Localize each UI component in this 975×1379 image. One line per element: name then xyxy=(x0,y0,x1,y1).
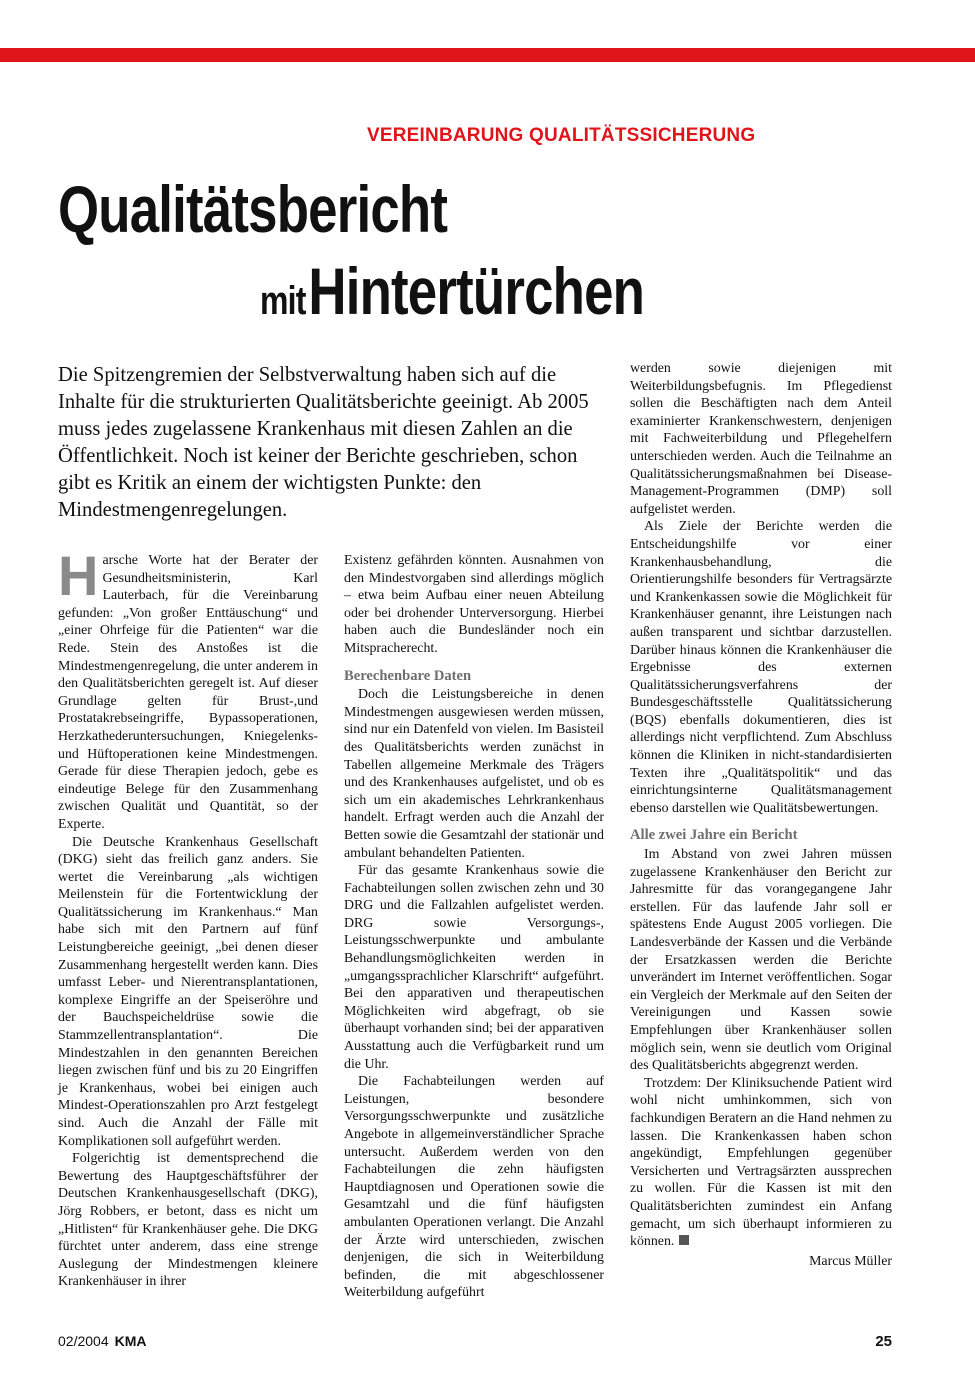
end-square-icon xyxy=(679,1235,689,1245)
article-column-1 xyxy=(58,544,318,1291)
page-number: 25 xyxy=(875,1333,892,1350)
footer-issue xyxy=(58,1333,147,1349)
paragraph: Als Ziele der Berichte werden die Entscheidungshilfe vor einer Krankenhausbehandlung, die Orientierungshilfe besonders für Vertragsärzte und Krankenkassen sowie die Möglichkeit für Krankenhäuser genannt, ihre Leistungen nach außen transparent und sichtbar darzustellen. Darüber hinaus können die Krankenhäuser die Ergebnisse des externen Qualitätssicherungsverfahrens der Bundesgeschäftsstelle Qualitätssicherung (BQS) ebenfalls dokumentieren, dies ist allerdings nicht verpflichtend. Zum Abschluss können die Kliniken in nicht-standardisierten Texten ihre „Qualitätspolitik“ und das einrichtungsinterne Qualitätsmanagement ebenso darstellen wie Qualitätsbewertungen. xyxy=(630,519,892,816)
headline-line-2 xyxy=(260,254,645,328)
author-byline: Marcus Müller xyxy=(809,1253,892,1269)
paragraph-text: arsche Worte hat der Berater der Gesundheitsministerin, Karl Lauterbach, für die Vereinbarung gefunden: „Von großer Enttäuschung“ und „einer Ohrfeige für die Patienten“ war die Rede. Stein des Anstoßes ist die Mindestmengenregelung, die unter anderem in den Qualitätsberichten geregelt ist. Auf dieser Grundlage gelten für Brust-,und Prostatakrebseingriffe, Bypassoperationen, Herzkathederuntersuchungen, Kniegelenks- und Hüftoperationen keine Mindestmengen. Gerade für diese Therapien jedoch, gebe es eindeutige Belege für den Zusammenhang zwischen Qualität und Quantität, so der Experte. xyxy=(58,553,318,832)
lead-paragraph: Die Spitzengremien der Selbstverwaltung haben sich auf die Inhalte für die strukturierten Qualitätsberichte geeinigt. Ab 2005 muss jedes zugelassene Krankenhaus mit diesen Zahlen an die Öffentlichkeit. Noch ist keiner der Berichte geschrieben, schon gibt es Kritik an einem der wichtigsten Punkte: den Mindestmengenregelungen. xyxy=(58,364,589,521)
paragraph: Die Deutsche Krankenhaus Gesellschaft (DKG) sieht das freilich ganz anders. Sie wertet die Vereinbarung „als wichtigen Meilenstein für die Fortentwicklung der Qualitätssicherung im Krankenhaus.“ Man habe sich mit den Partnern auf fünf Leistungbereiche geeinigt, „bei denen dieser Zusammenhang hergestellt werden kann. Dies umfasst Leber- und Nierentransplantationen, komplexe Eingriffe an der Speiseröhre und der Bauchspeicheldrüse sowie die Stammzellentransplantation“. Die Mindestzahlen in den genannten Bereichen liegen zwischen fünf und bis zu 20 Eingriffen je Krankenhaus, wobei bei einigen auch Mindest-Operationszahlen pro Arzt festgelegt sind. Auch die Anzahl der Fälle mit Komplikationen soll aufgeführt werden. xyxy=(58,834,318,1149)
headline-small-word: mit xyxy=(260,279,306,323)
subheading: Alle zwei Jahre ein Bericht xyxy=(630,827,798,844)
paragraph xyxy=(58,544,318,834)
top-accent-bar xyxy=(0,48,975,62)
headline-line-1: Qualitätsbericht xyxy=(58,172,448,246)
paragraph: Existenz gefährden könnten. Ausnahmen von den Mindestvorgaben sind allerdings möglich – etwa beim Aufbau einer neuen Abteilung oder bei drohender Unterversorgung. Hierbei haben auch die Bundesländer noch ein Mitspracherecht. xyxy=(344,553,604,656)
issue-number: 02/2004 xyxy=(58,1333,109,1349)
drop-cap: H xyxy=(58,544,99,607)
paragraph: Folgerichtig ist dementsprechend die Bewertung des Hauptgeschäftsführer der Deutschen Krankenhausgesellschaft (DKG), Jörg Robbers, er betont, dass es nicht um „Hitlisten“ für Krankenhäuser gehe. Die DKG fürchtet unter anderem, dass eine strenge Auslegung der Mindestmengen kleinere Krankenhäuser in ihrer xyxy=(58,1151,318,1290)
paragraph-text: Trotzdem: Der Kliniksuchende Patient wird wohl nicht umhinkommen, sich von fachkundigen Beratern an die Hand nehmen zu lassen. Die Krankenkassen haben schon angekündigt, Empfehlungen gegenüber Versicherten und Vertragsärzten aussprechen zu wollen. Für die Kassen ist mit den Qualitätsberichten zumindest ein Anfang gemacht, um sich überhaupt informieren zu können. xyxy=(630,1075,892,1250)
paragraph: Im Abstand von zwei Jahren müssen zugelassene Krankenhäuser den Bericht zur Jahresmitte für das vorangegangene Jahr erstellen. Für das laufende Jahr soll er spätestens Ende August 2005 vorliegen. Die Landesverbände der Kassen und die Verbände der Ersatzkassen werden die Berichte unverändert im Internet veröffentlichen. Sogar ein Vergleich der Merkmale auf den Seiten der Vereinigungen und Kassen sowie Empfehlungen über Krankenhäuser sollen möglich sein, wenn sie deutlich vom Original des Qualitätsberichts abgegrenzt werden. xyxy=(630,847,892,1074)
headline-big-word: Hintertürchen xyxy=(308,254,645,328)
magazine-name: KMA xyxy=(114,1333,147,1349)
subheading: Berechenbare Daten xyxy=(344,667,472,684)
paragraph: Für das gesamte Krankenhaus sowie die Fachabteilungen sollen zwischen zehn und 30 DRG und die Fallzahlen aufgelistet werden. DRG sowie Versorgungs-, Leistungsschwerpunkte und ambulante Behandlungsmöglichkeiten werden in „umgangssprachlicher Klarschrift“ aufgeführt. Bei den apparativen und therapeutischen Möglichkeiten wird abgefragt, ob sie überhaupt vorhanden sind; bei der apparativen Ausstattung auch die Verfügbarkeit rund um die Uhr. xyxy=(344,863,604,1072)
paragraph: Die Fachabteilungen werden auf Leistungen, besondere Versorgungsschwerpunkte und zusätzliche Angebote in allgemeinverständlicher Sprache untersucht. Außerdem werden von den Fachabteilungen die zehn häufigsten Hauptdiagnosen und Operationen sowie die Gesamtzahl und die fünf häufigsten ambulanten Operationen verlangt. Die Anzahl der Ärzte wird unterschieden, zwischen denjenigen, die sich in Weiterbildung befinden, die mit abgeschlossener Weiterbildung aufgeführt xyxy=(344,1074,604,1301)
paragraph xyxy=(630,1075,892,1251)
article-column-3 xyxy=(630,360,892,1270)
paragraph: werden sowie diejenigen mit Weiterbildungsbefugnis. Im Pflegedienst sollen die Beschäftigten nach dem Anteil examinierter Krankenschwestern, denjenigen mit Fachweiterbildung und Pflegehelfern unterschieden werden. Auch die Teilnahme an Qualitätssicherungsmaßnahmen bei Disease-Management-Programmen (DMP) soll aufgelistet werden. xyxy=(630,361,892,517)
article-column-2 xyxy=(344,552,604,1302)
section-kicker: VEREINBARUNG QUALITÄTSSICHERUNG xyxy=(367,125,756,146)
paragraph: Doch die Leistungsbereiche in denen Mindestmengen ausgewiesen werden müssen, sind nur ein Datenfeld von vielen. Im Basisteil des Qualitätsberichts werden zunächst in Tabellen allgemeine Merkmale des Trägers und des Krankenhauses aufgelistet, und ob es sich um ein akademisches Lehrkrankenhaus handelt. Erfragt werden auch die Anzahl der Betten sowie die Gesamtzahl der stationär und ambulant behandelten Patienten. xyxy=(344,687,604,861)
